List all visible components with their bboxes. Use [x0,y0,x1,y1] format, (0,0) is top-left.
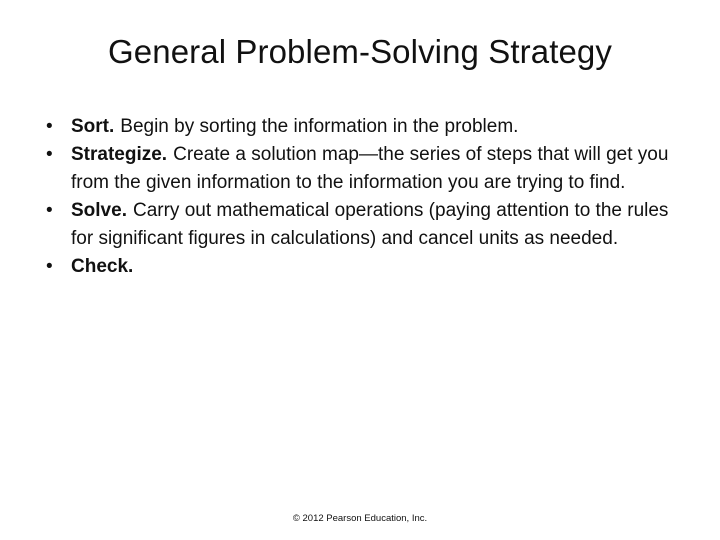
bullet-item-strategize [46,141,676,197]
copyright-footer: © 2012 Pearson Education, Inc. [292,513,428,524]
bullet-term: Strategize. [71,144,168,165]
bullet-icon: • [46,116,53,137]
bullet-text: Begin by sorting the information in the problem. [120,116,519,137]
bullet-icon: • [46,144,53,165]
bullet-icon: • [46,200,53,221]
bullet-icon: • [46,256,53,277]
bullet-item-check [46,253,676,281]
bullet-term: Check. [71,256,134,277]
bullet-item-sort [46,113,676,141]
bullet-text: Create a solution map—the series of steps that will get you from the given information to the information you are trying to find. [71,144,669,193]
slide-title: General Problem-Solving Strategy [108,33,612,70]
bullet-term: Solve. [71,200,127,221]
bullet-item-solve [46,197,676,253]
bullet-term: Sort. [71,116,115,137]
bullet-list [46,113,676,281]
bullet-text: Carry out mathematical operations (paying attention to the rules for significant figures in calculations) and cancel units as needed. [71,200,669,249]
